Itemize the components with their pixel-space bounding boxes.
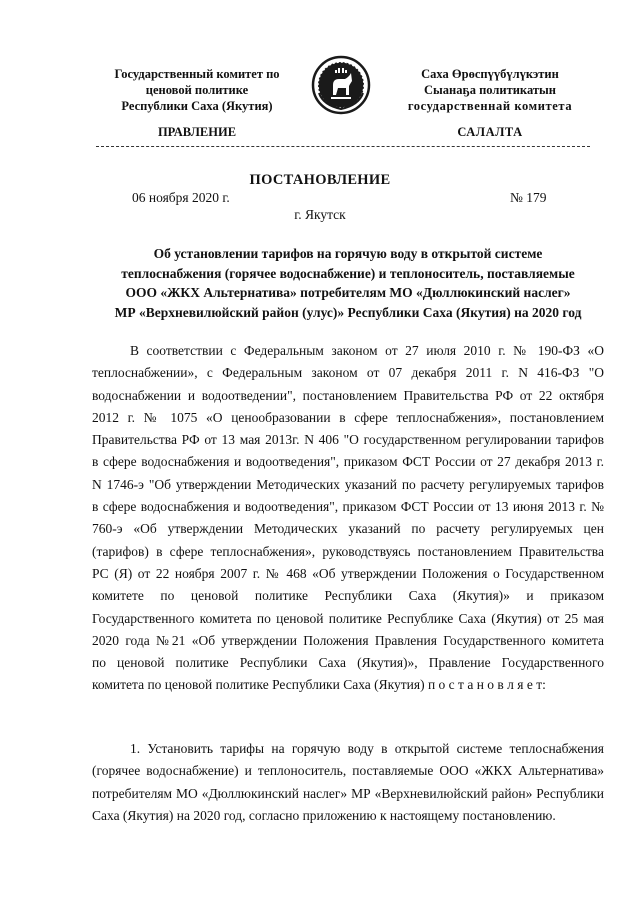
document-title: ПОСТАНОВЛЕНИЕ: [249, 172, 391, 188]
body-line: потребителям МО «Дюллюкинский наслег» МР «Верхневилюйский район» Республики: [92, 785, 604, 801]
body-line: в сфере водоснабжения и водоотведения", приказом ФСТ России от 13 июня 2013 г. №: [92, 499, 604, 515]
body-line: (тарифов) в сфере теплоснабжения», руководствуясь постановлением Правительства: [92, 543, 604, 559]
body-line: Государственного комитета по ценовой политике Республике Саха (Якутия) от 25 мая: [92, 610, 604, 626]
resolution-paragraph-1: [92, 738, 604, 827]
body-line: по ценовой политике Республики Саха (Якутия)», Правление Государственного: [92, 655, 604, 671]
body-line: 2020 года №21 «Об утверждении Положения Правления Государственного комитета: [92, 632, 604, 648]
body-line: теплоснабжении», с Федеральным законом от 07 декабря 2011 г. N 416-ФЗ "О: [92, 365, 604, 381]
committee-name-russian: [92, 66, 302, 114]
header-left-line: ценовой политике: [145, 83, 249, 97]
document-date: 06 ноября 2020 г.: [132, 190, 230, 205]
body-line: N 1746-э "Об утверждении Методических указаний по расчету регулируемых тарифов: [92, 476, 604, 492]
body-line: в сфере водоснабжения и водоотведения", приказом ФСТ России от 27 декабря 2013 г.: [92, 454, 604, 470]
department-label-yakut: САЛАЛТА: [457, 125, 523, 139]
body-line: В соответствии с Федеральным законом от 27 июля 2010 г. № 190-ФЗ «О: [130, 343, 604, 358]
document-city: г. Якутск: [294, 207, 346, 222]
header-left-line: Государственный комитет по: [114, 67, 280, 81]
yakutia-coat-of-arms-icon: [311, 55, 371, 115]
header-divider: [96, 146, 590, 147]
subject-line: теплоснабжения (горячее водоснабжение) и теплоноситель, поставляемые: [121, 265, 575, 281]
subject-line: ООО «ЖКХ Альтернатива» потребителям МО «Дюллюкинский наслег»: [125, 285, 571, 300]
body-line: РС (Я) от 22 ноября 2007 г. № 468 «Об утверждении Положения о Государственном: [92, 565, 604, 581]
document-number: № 179: [510, 190, 547, 205]
preamble-paragraph: [92, 340, 604, 697]
body-line: комитете по ценовой политике Республики Саха (Якутия)» и приказом: [92, 588, 604, 604]
body-line: Саха (Якутия) на 2020 год, согласно приложению к настоящему постановлению.: [92, 807, 556, 823]
subject-line: МР «Верхневилюйский район (улус)» Республики Саха (Якутия) на 2020 год: [114, 304, 582, 320]
body-line: (горячее водоснабжение) и теплоноситель, поставляемые ООО «ЖКХ Альтернатива»: [92, 763, 604, 779]
header-left-line: Республики Саха (Якутия): [121, 99, 273, 113]
body-line: 760-э «Об утверждении Методических указаний по расчету регулируемых цен: [92, 521, 604, 537]
body-line: 1. Установить тарифы на горячую воду в открытой системе теплоснабжения: [130, 741, 604, 756]
committee-name-yakut: [384, 66, 596, 114]
subject-line: Об установлении тарифов на горячую воду в открытой системе: [153, 246, 543, 261]
body-line: водоснабжении и водоотведении", постановлением Правительства РФ от 22 октября: [92, 387, 604, 403]
header-right-line: Саха Өрөспүүбүлүкэтин: [421, 67, 559, 81]
department-label-russian: ПРАВЛЕНИЕ: [157, 125, 237, 139]
body-line: 2012 г. № 1075 «О ценообразовании в сфере теплоснабжения», постановлением: [92, 409, 604, 425]
header-right-line: Сыанаҕа политикатын: [424, 83, 556, 97]
body-line: комитета по ценовой политике Республики Саха (Якутия) п о с т а н о в л я е т:: [92, 677, 546, 693]
body-line: Правительства РФ от 13 мая 2013г. N 406 "О государственном регулировании тарифов: [92, 432, 604, 448]
document-subject: [84, 244, 612, 322]
header-right-line: государственнай комитета: [407, 99, 573, 113]
